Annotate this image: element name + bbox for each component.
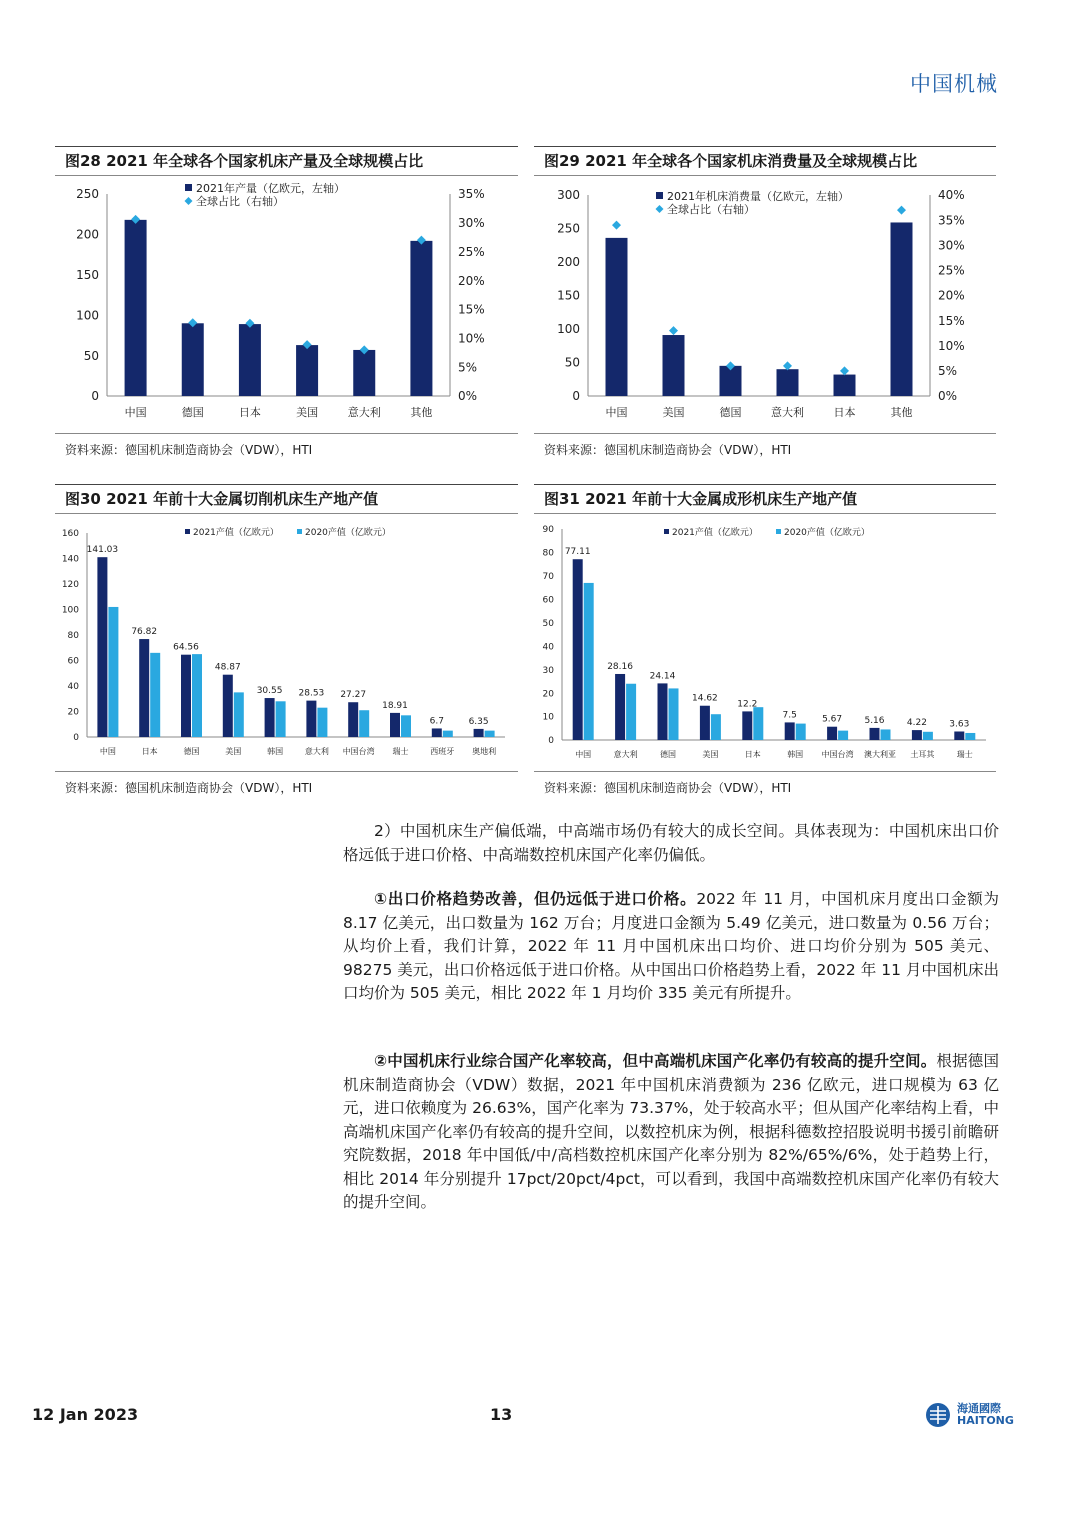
y-tick-label: 70 <box>542 572 554 583</box>
y2-tick-label: 20% <box>938 288 965 303</box>
y2-tick-label: 35% <box>458 187 485 202</box>
bar <box>125 220 147 396</box>
x-tick-label: 德国 <box>660 750 676 759</box>
y-tick-label: 140 <box>61 554 79 565</box>
x-tick-label: 德国 <box>181 406 204 419</box>
bar <box>606 238 628 396</box>
chart-fig31 <box>534 517 996 769</box>
figure-28 <box>55 146 518 462</box>
figure-30 <box>55 484 518 800</box>
y2-tick-label: 30% <box>938 238 965 253</box>
bar-2020 <box>669 688 679 740</box>
bar-2021 <box>474 729 484 737</box>
x-tick-label: 其他 <box>890 406 913 419</box>
y-tick-label: 80 <box>542 548 554 559</box>
y2-tick-label: 10% <box>938 338 965 353</box>
paragraph-text: 2022 年 11 月，中国机床月度出口金额为 8.17 亿美元，出口数量为 162 万台；月度进口金额为 5.49 亿美元，进口数量为 0.56 万台；从均价上看，我们计算，2022 年 11 月中国机床出口均价、进口均价分别为 505 美元、98275 美元，出口价格远低于进口价格。从中国出口价格趋势上看，2022 年 11 月中国机床出口均价为 505 美元，相比 2022 年 1 月均价 335 美元有所提升。 <box>343 890 1000 1002</box>
y-tick-label: 250 <box>76 187 99 202</box>
figure-source: 资料来源：德国机床制造商协会（VDW），HTI <box>534 433 996 458</box>
y-tick-label: 160 <box>61 529 79 540</box>
bar <box>777 369 799 396</box>
bar-2020 <box>796 724 806 740</box>
y2-tick-label: 10% <box>458 331 485 346</box>
x-tick-label: 意大利 <box>613 750 638 759</box>
y-tick-label: 200 <box>76 227 99 242</box>
bar-2020 <box>881 729 891 740</box>
data-label: 76.82 <box>131 627 158 638</box>
chart-fig30 <box>55 517 518 769</box>
data-label: 77.11 <box>564 547 591 558</box>
x-tick-label: 澳大利亚 <box>864 750 896 759</box>
x-tick-label: 意大利 <box>771 406 804 419</box>
x-tick-label: 其他 <box>410 406 433 419</box>
y-tick-label: 60 <box>542 595 554 606</box>
y2-tick-label: 15% <box>938 313 965 328</box>
bar-2020 <box>753 707 763 740</box>
y2-tick-label: 0% <box>458 389 478 404</box>
legend-swatch <box>297 529 302 534</box>
y-tick-label: 250 <box>557 221 580 236</box>
bar <box>296 345 318 396</box>
bar-2020 <box>965 733 975 740</box>
bar-2020 <box>838 731 848 740</box>
y2-tick-label: 5% <box>938 364 958 379</box>
header-title: 中国机械 <box>910 72 998 96</box>
bar-2020 <box>317 708 327 737</box>
bar-2021 <box>390 713 400 737</box>
bar-2021 <box>181 655 191 737</box>
bar-2021 <box>658 683 668 740</box>
data-label: 6.7 <box>429 716 444 727</box>
x-tick-label: 中国 <box>605 406 628 419</box>
bar-2020 <box>626 684 636 740</box>
y-tick-label: 40 <box>67 682 79 693</box>
chart-fig28 <box>55 178 518 433</box>
figure-source: 资料来源：德国机床制造商协会（VDW），HTI <box>55 433 518 458</box>
bar-2020 <box>401 715 411 737</box>
x-tick-label: 西班牙 <box>430 747 455 756</box>
legend-swatch <box>664 529 669 534</box>
y-tick-label: 80 <box>67 631 79 642</box>
bar-2021 <box>954 731 964 740</box>
legend-label: 2021产值（亿欧元） <box>672 528 758 538</box>
bar-2021 <box>306 701 316 737</box>
data-label: 7.5 <box>782 710 797 721</box>
share-marker <box>612 221 621 230</box>
bar <box>720 366 742 396</box>
figure-source: 资料来源：德国机床制造商协会（VDW），HTI <box>55 771 518 796</box>
bar-2020 <box>192 654 202 737</box>
x-tick-label: 中国 <box>124 406 147 419</box>
bar-2021 <box>573 559 583 740</box>
logo-en: HAITONG <box>957 1414 1014 1427</box>
bar-2021 <box>700 706 710 740</box>
x-tick-label: 日本 <box>833 406 856 419</box>
x-tick-label: 日本 <box>238 406 261 419</box>
x-tick-label: 土耳其 <box>910 750 935 759</box>
bar <box>891 222 913 396</box>
haitong-logo-icon <box>925 1402 951 1428</box>
bar <box>663 335 685 396</box>
bar <box>353 350 375 396</box>
x-tick-label: 美国 <box>662 406 685 419</box>
paragraph-lead: ①出口价格趋势改善，但仍远低于进口价格。 <box>374 890 697 908</box>
body-paragraph-3 <box>343 1050 999 1215</box>
y-tick-label: 150 <box>76 268 99 282</box>
data-label: 14.62 <box>692 693 718 704</box>
x-tick-label: 日本 <box>141 747 158 756</box>
y-tick-label: 50 <box>564 355 580 370</box>
chart-fig29 <box>534 178 996 433</box>
data-label: 5.16 <box>864 715 885 726</box>
x-tick-label: 美国 <box>225 747 242 756</box>
bar-2020 <box>359 710 369 737</box>
y-tick-label: 0 <box>73 733 79 744</box>
x-tick-label: 中国台湾 <box>342 747 375 756</box>
x-tick-label: 瑞士 <box>392 747 409 756</box>
bar-2020 <box>443 731 453 737</box>
y-tick-label: 50 <box>542 618 554 629</box>
bar-2021 <box>265 698 275 737</box>
y-tick-label: 100 <box>76 308 99 323</box>
legend-label: 全球占比（右轴） <box>667 203 755 216</box>
data-label: 28.53 <box>298 688 325 699</box>
y-tick-label: 30 <box>542 665 554 676</box>
bar-2021 <box>827 727 837 740</box>
bar-2021 <box>223 675 233 737</box>
data-label: 30.55 <box>256 686 283 697</box>
bar-2021 <box>912 730 922 740</box>
y2-tick-label: 5% <box>458 360 478 375</box>
y2-tick-label: 30% <box>458 216 485 231</box>
bar-2021 <box>870 728 880 740</box>
share-marker <box>783 361 792 370</box>
x-tick-label: 美国 <box>296 406 319 419</box>
y2-tick-label: 35% <box>938 213 965 228</box>
figure-caption: 图28 2021 年全球各个国家机床产量及全球规模占比 <box>55 146 518 176</box>
legend-label: 全球占比（右轴） <box>196 195 284 208</box>
data-label: 6.35 <box>468 716 489 727</box>
data-label: 3.63 <box>949 719 970 730</box>
legend-label: 2021年机床消费量（亿欧元，左轴） <box>667 190 849 203</box>
x-tick-label: 瑞士 <box>956 750 973 759</box>
bar-2020 <box>485 731 495 737</box>
x-tick-label: 中国 <box>575 750 592 759</box>
x-tick-label: 韩国 <box>787 750 804 759</box>
y-tick-label: 0 <box>548 736 554 747</box>
logo-cn: 海通國際 <box>957 1402 1001 1415</box>
paragraph-lead: ②中国机床行业综合国产化率较高，但中高端机床国产化率仍有较高的提升空间。 <box>374 1052 937 1070</box>
y-tick-label: 0 <box>91 389 99 404</box>
data-label: 48.87 <box>214 662 241 673</box>
legend-swatch <box>185 184 192 191</box>
data-label: 141.03 <box>86 545 119 556</box>
data-label: 24.14 <box>649 671 676 682</box>
y2-tick-label: 0% <box>938 389 958 404</box>
x-tick-label: 韩国 <box>267 747 284 756</box>
x-tick-label: 日本 <box>744 750 761 759</box>
y-tick-label: 120 <box>61 580 79 591</box>
y-tick-label: 90 <box>542 525 554 536</box>
figure-source: 资料来源：德国机床制造商协会（VDW），HTI <box>534 771 996 796</box>
y-tick-label: 20 <box>542 689 554 700</box>
bar-2021 <box>97 557 107 737</box>
x-tick-label: 意大利 <box>347 406 381 419</box>
data-label: 4.22 <box>906 718 927 729</box>
bar-2021 <box>432 728 442 737</box>
y2-tick-label: 25% <box>458 244 485 259</box>
bar-2021 <box>348 702 358 737</box>
y-tick-label: 100 <box>557 322 580 337</box>
bar-2020 <box>108 607 118 737</box>
legend-swatch <box>185 529 190 534</box>
legend-swatch <box>656 205 664 213</box>
x-tick-label: 奥地利 <box>472 747 497 756</box>
data-label: 18.91 <box>382 700 408 711</box>
y-tick-label: 50 <box>83 348 99 363</box>
y-tick-label: 300 <box>557 188 580 203</box>
x-tick-label: 德国 <box>719 406 742 419</box>
y-tick-label: 20 <box>67 707 79 718</box>
haitong-logo <box>925 1402 1014 1428</box>
bar-2020 <box>276 701 286 737</box>
figure-caption: 图30 2021 年前十大金属切削机床生产地产值 <box>55 484 518 514</box>
share-marker <box>840 366 849 375</box>
y-tick-label: 100 <box>61 605 79 616</box>
legend-label: 2021产值（亿欧元） <box>193 528 279 538</box>
legend-swatch <box>185 197 193 205</box>
y2-tick-label: 25% <box>938 263 965 278</box>
data-label: 64.56 <box>173 642 199 653</box>
x-tick-label: 美国 <box>702 750 719 759</box>
y-tick-label: 200 <box>557 255 580 270</box>
bar-2021 <box>139 639 149 737</box>
bar <box>410 241 432 396</box>
y-tick-label: 40 <box>542 642 554 653</box>
legend-label: 2021年产量（亿欧元，左轴） <box>196 182 345 195</box>
x-tick-label: 意大利 <box>304 747 329 756</box>
y-tick-label: 60 <box>67 656 79 667</box>
paragraph-text: 2）中国机床生产偏低端，中高端市场仍有较大的成长空间。具体表现为：中国机床出口价格远低于进口价格、中高端数控机床国产化率仍偏低。 <box>343 822 999 864</box>
data-label: 5.67 <box>822 714 843 725</box>
legend-swatch <box>776 529 781 534</box>
x-tick-label: 中国台湾 <box>821 750 854 759</box>
y-tick-label: 10 <box>542 712 554 723</box>
x-tick-label: 中国 <box>99 747 116 756</box>
body-paragraph-1 <box>343 820 999 867</box>
bar <box>182 323 204 396</box>
figure-caption: 图29 2021 年全球各个国家机床消费量及全球规模占比 <box>534 146 996 176</box>
x-tick-label: 德国 <box>183 747 200 756</box>
body-paragraph-2 <box>343 888 999 1006</box>
paragraph-text: 根据德国机床制造商协会（VDW）数据，2021 年中国机床消费额为 236 亿欧元，进口规模为 63 亿元，进口依赖度为 26.63%，国产化率为 73.37%，处于较高水平；但从国产化率结构上看，中高端机床国产化率仍有较高的提升空间，以数控机床为例，根据科德数控招股说明书援引前瞻研究院数据，2018 年中国低/中/高档数控机床国产化率分别为 82%/65%/6%，处于趋势上行，相比 2014 年分别提升 17pct/20pct/4pct，可以看到，我国中高端数控机床国产化率仍有较大的提升空间。 <box>343 1052 999 1211</box>
y2-tick-label: 40% <box>938 188 965 203</box>
legend-label: 2020产值（亿欧元） <box>305 528 391 538</box>
bar-2021 <box>785 722 795 740</box>
figure-31 <box>534 484 996 800</box>
bar-2020 <box>150 653 160 737</box>
bar-2020 <box>711 714 721 740</box>
legend-label: 2020产值（亿欧元） <box>784 528 870 538</box>
bar <box>239 324 261 396</box>
y-tick-label: 0 <box>572 389 580 404</box>
data-label: 27.27 <box>340 690 367 701</box>
share-marker <box>669 326 678 335</box>
bar <box>834 375 856 396</box>
y-tick-label: 150 <box>557 288 580 303</box>
y2-tick-label: 20% <box>458 273 485 288</box>
legend-swatch <box>656 192 663 199</box>
share-marker <box>897 206 906 215</box>
bar-2020 <box>923 732 933 740</box>
data-label: 28.16 <box>607 661 633 672</box>
data-label: 12.2 <box>737 699 758 710</box>
figure-caption: 图31 2021 年前十大金属成形机床生产地产值 <box>534 484 996 514</box>
bar-2020 <box>584 583 594 740</box>
bar-2021 <box>615 674 625 740</box>
y2-tick-label: 15% <box>458 302 485 317</box>
bar-2021 <box>742 711 752 740</box>
page-number: 13 <box>490 1405 513 1424</box>
figure-29 <box>534 146 996 462</box>
footer-date: 12 Jan 2023 <box>32 1405 139 1424</box>
bar-2020 <box>234 692 244 737</box>
